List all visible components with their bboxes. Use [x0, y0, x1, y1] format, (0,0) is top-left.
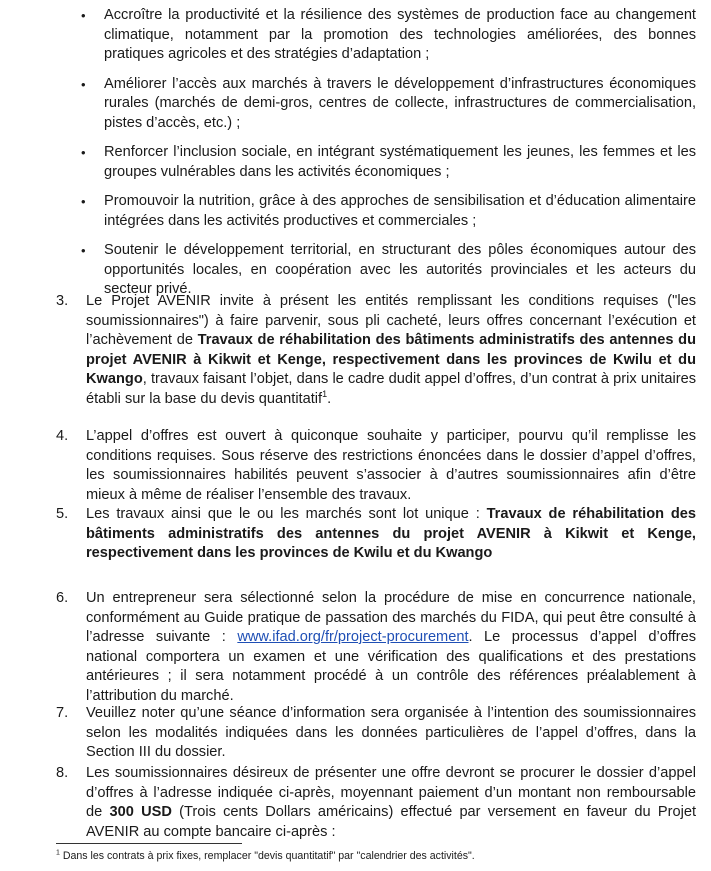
- numbered-paragraph-7: 7. Veuillez noter qu’une séance d’information sera organisée à l’intention des soumissionnaires selon les modalités indiquées dans les données particulières de l’appel d’offres, dans la Section III du dossier.: [56, 705, 696, 760]
- numbered-paragraph-3: 3. Le Projet AVENIR invite à présent les entités remplissant les conditions requises ("les soumissionnaires") à faire parvenir, sous pli cacheté, leurs offres concernant l’exécution et l’achèvement de Travaux de réhabilitation des bâtiments administratifs des antennes du projet AVENIR à Kikwit et Kenge, respectivement dans les provinces de Kwilu et du Kwango, travaux faisant l’objet, dans le cadre dudit appel d’offres, d’un contrat à prix unitaires établi sur la base du devis quantitatif$^1$.: [56, 293, 696, 407]
- bullet-icon: •: [81, 76, 86, 92]
- paragraph-number: 8.: [56, 765, 69, 781]
- project-title-bold: Travaux de réhabilitation des bâtiments administratifs des antennes du projet AVENIR à Kikwit et Kenge, respectivement dans les provinces de Kwilu et du Kwango: [86, 506, 696, 561]
- numbered-paragraph-8: 8. Les soumissionnaires désireux de présenter une offre devront se procurer le dossier d’appel d’offres à l’adresse indiquée ci-après, moyennant paiement d’un montant non remboursable de 300 USD (Trois cents Dollars américains) effectué par versement en faveur du Projet AVENIR au compte bancaire ci-après :: [56, 765, 696, 840]
- project-title-bold: Travaux de réhabilitation des bâtiments administratifs des antennes du projet AVENIR à Kikwit et Kenge, respectivement dans les provinces de Kwilu et du Kwango: [86, 332, 696, 387]
- bullet-icon: •: [81, 8, 86, 23]
- paragraph-number: 5.: [56, 506, 69, 522]
- procurement-link[interactable]: www.ifad.org/fr/project-procurement: [237, 629, 469, 645]
- footnote-marker: 1: [56, 849, 60, 857]
- paragraph-number: 4.: [56, 428, 69, 444]
- list-item: • Soutenir le développement territorial, en structurant des pôles économiques autour des opportunités locales, en coopération avec les autorités provinciales et les acteurs du secteur privé.: [81, 242, 696, 297]
- footnote-ref[interactable]: 1: [322, 388, 328, 399]
- paragraph-number: 6.: [56, 590, 69, 606]
- footnote-divider: [56, 843, 242, 844]
- numbered-paragraph-5: 5. Les travaux ainsi que le ou les marchés sont lot unique : Travaux de réhabilitation des bâtiments administratifs des antennes du projet AVENIR à Kikwit et Kenge, respectivement dans les provinces de Kwilu et du Kwango: [56, 506, 696, 561]
- bullet-icon: •: [81, 145, 86, 160]
- footnote: $^1$ Dans les contrats à prix fixes, remplacer "devis quantitatif" par "calendrier des activités".: [56, 849, 475, 862]
- bullet-icon: •: [81, 243, 86, 258]
- numbered-paragraph-6: 6. Un entrepreneur sera sélectionné selon la procédure de mise en concurrence nationale, conformément au Guide pratique de passation des marchés du FIDA, qui peut être consulté à l’adresse suivante : www.ifad.org/fr/project-procurement. Le processus d’appel d’offres national comportera un examen et une vérification des qualifications et des prestations antérieures ; il sera notamment procédé à un contrôle des références préalablement à l’attribution du marché.: [56, 590, 696, 704]
- amount-bold: 300 USD: [109, 804, 172, 820]
- list-item: • Renforcer l’inclusion sociale, en intégrant systématiquement les jeunes, les femmes et les groupes vulnérables dans les activités économiques ;: [81, 144, 696, 180]
- list-item: • Promouvoir la nutrition, grâce à des approches de sensibilisation et d’éducation alimentaire intégrées dans les activités productives et commerciales ;: [81, 193, 696, 229]
- bullet-icon: •: [81, 194, 86, 209]
- numbered-paragraph-4: 4. L’appel d’offres est ouvert à quiconque souhaite y participer, pourvu qu’il remplisse les conditions requises. Sous réserve des restrictions énoncées dans le dossier d’appel d’offres, les soumissionnaires habilités peuvent s’associer à d’autres soumissionnaires afin d’être mieux à même de réaliser l’ensemble des travaux.: [56, 428, 696, 503]
- list-item: • Accroître la productivité et la résilience des systèmes de production face au changement climatique, notamment par la promotion des technologies améliorées, des bonnes pratiques agricoles et des stratégies d’adaptation ;: [81, 7, 696, 62]
- paragraph-number: 7.: [56, 705, 69, 721]
- paragraph-number: 3.: [56, 293, 69, 309]
- list-item: • Améliorer l’accès aux marchés à travers le développement d’infrastructures économiques rurales (marchés de demi-gros, centres de collecte, infrastructures de commercialisation, pistes d’accès, etc.) ;: [81, 75, 696, 131]
- objectives-list: [78, 6, 696, 310]
